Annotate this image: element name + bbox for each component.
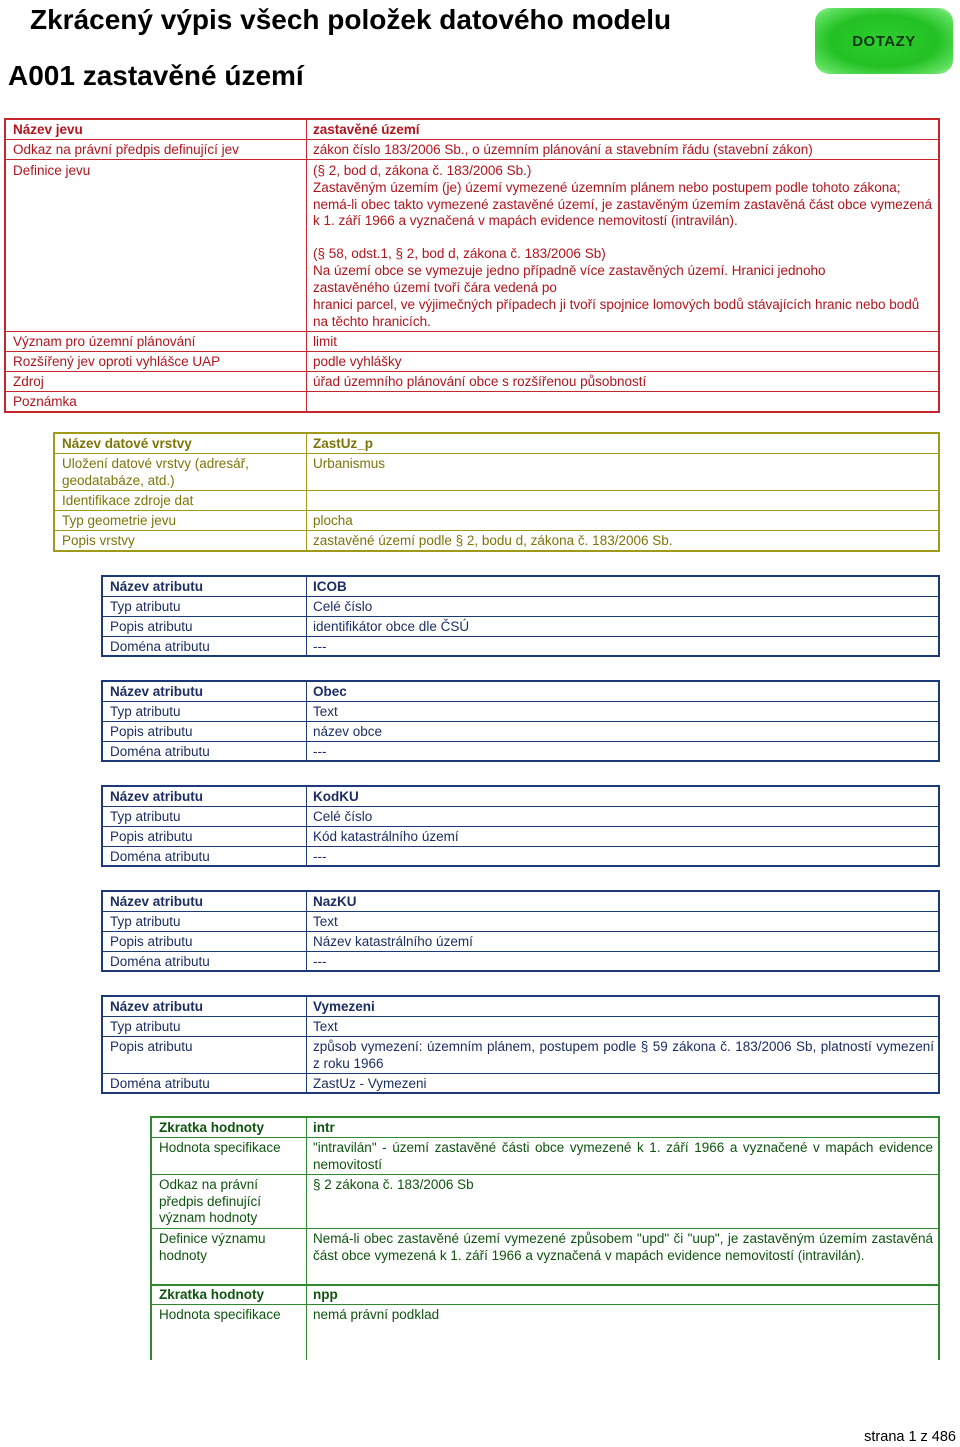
atribut-popis-value: identifikátor obce dle ČSÚ	[313, 619, 470, 634]
jev-odkaz-value: zákon číslo 183/2006 Sb., o územním plánování a stavebním řádu (stavební zákon)	[313, 142, 813, 157]
jev-zdroj-label: Zdroj	[13, 374, 44, 389]
atribut-popis-label: Popis atributu	[110, 724, 193, 739]
atribut-popis-label: Popis atributu	[110, 1039, 193, 1054]
jev-definice-label: Definice jevu	[13, 163, 91, 178]
hodnota-row-specifikace	[152, 1305, 938, 1325]
atribut-row-domena	[103, 742, 938, 762]
atribut-popis-label: Popis atributu	[110, 619, 193, 634]
hodnota-specifikace-label: Hodnota specifikace	[159, 1140, 281, 1155]
atribut-typ-label: Typ atributu	[110, 599, 181, 614]
jev-definice-line-3: (§ 58, odst.1, § 2, bod d, zákona č. 183/2006 Sb)	[313, 246, 606, 261]
hodnota-zkratka-label: Zkratka hodnoty	[159, 1287, 265, 1302]
atribut-popis-label: Popis atributu	[110, 829, 193, 844]
atribut-domena-value: ZastUz - Vymezeni	[313, 1076, 427, 1091]
vrstva-identifikace-label: Identifikace zdroje dat	[62, 493, 194, 508]
hodnota-specifikace-label: Hodnota specifikace	[159, 1307, 281, 1322]
jev-row-vyznam	[6, 332, 938, 352]
hodnota-zkratka-value: intr	[313, 1120, 335, 1135]
vrstva-row-typ	[55, 511, 938, 531]
vrstva-row-ulozeni	[55, 454, 938, 491]
jev-odkaz-label: Odkaz na právní předpis definující jev	[13, 142, 239, 157]
atribut-row-nazev	[103, 577, 938, 597]
atribut-nazev-label: Název atributu	[110, 999, 204, 1014]
jev-vyznam-label: Význam pro územní plánování	[13, 334, 196, 349]
hodnota-specifikace-value: "intravilán" - území zastavěné části obce vymezené k 1. září 1966 a vyznačené v mapách evidence nemovitostí	[313, 1140, 933, 1172]
jev-nazev-label: Název jevu	[13, 122, 83, 137]
vrstva-popis-value: zastavěné území podle § 2, bodu d, zákona č. 183/2006 Sb.	[313, 533, 673, 548]
atribut-typ-value: Text	[313, 704, 338, 719]
page-counter-of: z	[920, 1429, 928, 1445]
atribut-domena-label: Doména atributu	[110, 1076, 210, 1091]
hodnota-row-zkratka	[152, 1285, 938, 1305]
jev-table	[4, 118, 940, 413]
jev-row-rozsireny	[6, 352, 938, 372]
atribut-nazev-value: NazKU	[313, 894, 357, 909]
atribut-typ-label: Typ atributu	[110, 809, 181, 824]
atribut-row-popis	[103, 617, 938, 637]
atribut-row-nazev	[103, 997, 938, 1017]
atribut-typ-value: Celé číslo	[313, 599, 373, 614]
hodnota-odkaz-value: § 2 zákona č. 183/2006 Sb	[313, 1177, 474, 1192]
atribut-row-popis	[103, 932, 938, 952]
atribut-typ-label: Typ atributu	[110, 1019, 181, 1034]
hodnota-row-odkaz	[152, 1175, 938, 1229]
vrstva-ulozeni-value: Urbanismus	[313, 456, 386, 471]
section-title: A001 zastavěné území	[8, 60, 304, 91]
page-total: 486	[931, 1429, 956, 1445]
atribut-row-domena	[103, 637, 938, 657]
atribut-row-typ	[103, 807, 938, 827]
atribut-domena-label: Doména atributu	[110, 639, 210, 654]
jev-vyznam-value: limit	[313, 334, 337, 349]
atribut-row-nazev	[103, 892, 938, 912]
vrstva-row-nazev	[55, 434, 938, 454]
atribut-table	[101, 680, 940, 762]
atribut-row-domena	[103, 952, 938, 972]
page-counter-label: strana	[864, 1429, 905, 1445]
atribut-row-popis	[103, 722, 938, 742]
atribut-row-nazev	[103, 787, 938, 807]
atribut-domena-value: ---	[313, 639, 327, 654]
atribut-domena-label: Doména atributu	[110, 954, 210, 969]
atribut-typ-label: Typ atributu	[110, 914, 181, 929]
atribut-domena-value: ---	[313, 954, 327, 969]
page-number: 1	[908, 1429, 917, 1445]
atribut-table	[101, 890, 940, 972]
vrstva-ulozeni-label: Uložení datové vrstvy (adresář, geodatabáze, atd.)	[62, 456, 249, 488]
atribut-domena-value: ---	[313, 744, 327, 759]
hodnota-zkratka-value: npp	[313, 1287, 338, 1302]
dotazy-button[interactable]: DOTAZY	[815, 8, 953, 74]
jev-row-definice	[6, 160, 938, 332]
atribut-row-typ	[103, 702, 938, 722]
atribut-domena-value: ---	[313, 849, 327, 864]
document-title: Zkrácený výpis všech položek datového modelu	[30, 4, 672, 35]
jev-row-nazev	[6, 120, 938, 140]
jev-rozsireny-label: Rozšířený jev oproti vyhlášce UAP	[13, 354, 221, 369]
jev-poznamka-label: Poznámka	[13, 394, 77, 409]
vrstva-nazev-value: ZastUz_p	[313, 436, 374, 451]
vrstva-popis-label: Popis vrstvy	[62, 533, 135, 548]
hodnota-specifikace-value: nemá právní podklad	[313, 1307, 440, 1322]
hodnota-definice-value: Nemá-li obec zastavěné území vymezené způsobem "upd" či "uup", je zastavěným územím zastavěná část obce vymezená k 1. září 1966 a vyznačená v mapách evidence nemovitostí (intravilán).	[313, 1231, 933, 1263]
hodnota-definice-label: Definice významu hodnoty	[159, 1231, 266, 1263]
hodnota-odkaz-label: Odkaz na právní předpis definující význam hodnoty	[159, 1177, 262, 1225]
hodnota-row-definice	[152, 1229, 938, 1285]
atribut-table	[101, 785, 940, 867]
jev-definice-line-1: (§ 2, bod d, zákona č. 183/2006 Sb.)	[313, 163, 532, 178]
atribut-nazev-label: Název atributu	[110, 684, 204, 699]
atribut-row-popis	[103, 827, 938, 847]
atribut-typ-label: Typ atributu	[110, 704, 181, 719]
atribut-popis-value: způsob vymezení: územním plánem, postupem podle § 59 zákona č. 183/2006 Sb, platností vymezení z roku 1966	[313, 1039, 934, 1071]
atribut-row-nazev	[103, 682, 938, 702]
hodnoty-table	[150, 1116, 940, 1360]
jev-definice-line-2: Zastavěným územím (je) území vymezené územním plánem nebo postupem podle tohoto zákona; nemá-li obec takto vymezené zastavěné území, je zastavěným územím zastavěná část obce vymezená k 1. září 1966 a vyznačená v mapách evidence nemovitostí (intravilán).	[313, 180, 933, 228]
jev-row-zdroj	[6, 372, 938, 392]
atribut-table	[101, 995, 940, 1094]
atribut-popis-value: Název katastrálního území	[313, 934, 473, 949]
jev-row-odkaz	[6, 140, 938, 160]
jev-definice-line-4: Na území obce se vymezuje jedno případně více zastavěných území. Hranici jednoho zastavěného území tvoří čára vedená po	[313, 263, 826, 295]
jev-definice-line-5: hranici parcel, ve výjimečných případech ji tvoří spojnice lomových bodů stávajících hranic nebo bodů na těchto hranicích.	[313, 297, 920, 329]
atribut-popis-value: název obce	[313, 724, 383, 739]
vrstva-row-identifikace	[55, 491, 938, 511]
jev-rozsireny-value: podle vyhlášky	[313, 354, 402, 369]
atribut-typ-value: Celé číslo	[313, 809, 373, 824]
atribut-row-typ	[103, 597, 938, 617]
atribut-popis-label: Popis atributu	[110, 934, 193, 949]
atribut-nazev-label: Název atributu	[110, 894, 204, 909]
page-counter	[864, 1429, 956, 1445]
vrstva-nazev-label: Název datové vrstvy	[62, 436, 192, 451]
atribut-row-typ	[103, 912, 938, 932]
hodnota-row-zkratka	[152, 1118, 938, 1138]
hodnota-zkratka-label: Zkratka hodnoty	[159, 1120, 265, 1135]
atribut-nazev-value: ICOB	[313, 579, 347, 594]
vrstva-row-popis	[55, 531, 938, 550]
atribut-domena-label: Doména atributu	[110, 849, 210, 864]
atribut-row-domena	[103, 847, 938, 867]
atribut-domena-label: Doména atributu	[110, 744, 210, 759]
vrstva-typ-label: Typ geometrie jevu	[62, 513, 177, 528]
atribut-row-domena	[103, 1074, 938, 1094]
jev-nazev-value: zastavěné území	[313, 122, 420, 137]
atribut-row-popis	[103, 1037, 938, 1074]
atribut-nazev-label: Název atributu	[110, 789, 204, 804]
vrstva-typ-value: plocha	[313, 513, 353, 528]
jev-zdroj-value: úřad územního plánování obce s rozšířenou působností	[313, 374, 647, 389]
atribut-typ-value: Text	[313, 1019, 338, 1034]
vrstva-table	[53, 432, 940, 552]
jev-row-poznamka	[6, 392, 938, 411]
atribut-nazev-value: Vymezeni	[313, 999, 375, 1014]
atribut-nazev-value: Obec	[313, 684, 347, 699]
atribut-nazev-value: KodKU	[313, 789, 359, 804]
atribut-nazev-label: Název atributu	[110, 579, 204, 594]
atribut-table	[101, 575, 940, 657]
atribut-row-typ	[103, 1017, 938, 1037]
hodnota-row-specifikace	[152, 1138, 938, 1175]
atribut-popis-value: Kód katastrálního území	[313, 829, 459, 844]
atribut-typ-value: Text	[313, 914, 338, 929]
